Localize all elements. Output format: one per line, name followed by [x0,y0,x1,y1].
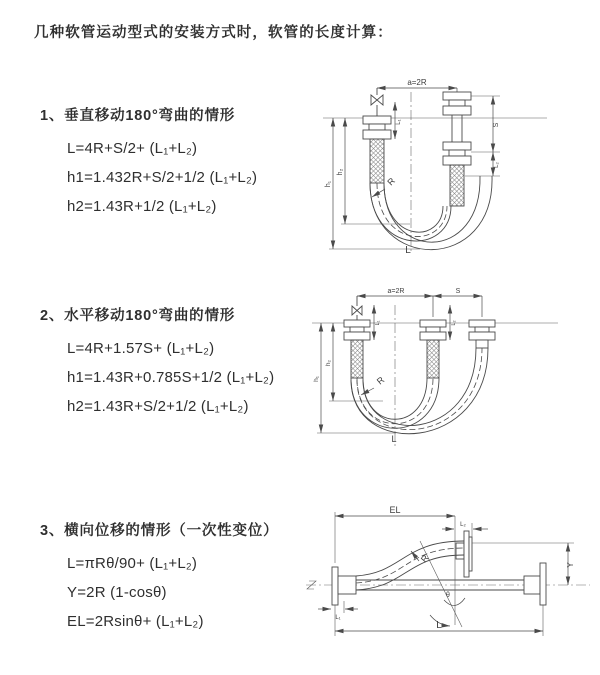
dim-l1-label: L₁ [375,320,381,326]
radius-label: R [385,175,398,188]
section-2 [40,304,330,415]
dim-l2-label: L₂ [451,320,457,326]
radius-label: R [418,552,431,565]
section-1-formula-l: L=4R+S/2+ (L₁+L₂) [67,140,198,157]
radius-label: R [374,374,387,387]
dim-y-label: Y [566,562,575,568]
dim-l1-label: L₁ [335,615,341,621]
length-label: L [405,245,411,256]
upper-flange [456,531,472,577]
diagram-horizontal-180-bend [308,283,598,455]
dim-h1-label: h₁ [325,180,332,188]
right-flange-fittings [443,92,471,206]
dim-l2-label: L₂ [460,522,466,528]
dim-y [472,543,575,585]
length-label: L [391,434,397,444]
hose-s-curve [356,541,464,590]
dim-s [433,288,482,317]
middle-hose-braid [427,340,439,378]
section-2-formula-l: L=4R+1.57S+ (L₁+L₂) [67,340,215,357]
dim-l [335,605,543,636]
dim-l-label: L [436,620,442,631]
dim-a2r-label: a=2R [387,288,405,295]
section-1 [40,104,330,215]
section-1-formula-h2: h2=1.43R+1/2 (L₁+L₂) [67,198,217,215]
diagram-lateral-displacement [298,503,598,653]
section-3-heading: 3、横向位移的情形（一次性变位） [40,523,279,539]
dim-l1-label: L₁ [396,119,402,125]
dim-s-label: S [493,122,500,128]
section-1-heading: 1、垂直移动180°弯曲的情形 [40,108,236,124]
hose-u-curves [351,348,488,434]
hose-u-curves [370,176,492,250]
section-1-formula-h1: h1=1.432R+S/2+1/2 (L₁+L₂) [67,169,258,186]
right-flange [524,563,546,605]
dim-l2-label: L₂ [494,162,500,168]
right-hose-braid [450,165,464,206]
section-3-formula-el: EL=2Rsinθ+ (L₁+L₂) [67,613,204,630]
valve-icon [352,296,362,321]
dim-h2-label: h₂ [337,168,344,176]
middle-flange-fitting [420,320,446,378]
dim-l1 [374,305,381,340]
right-flange-fitting [469,320,495,348]
left-flange-fitting [363,116,391,183]
left-flange [332,567,356,605]
section-2-formula-h2: h2=1.43R+S/2+1/2 (L₁+L₂) [67,398,249,415]
dim-a2r-label: a=2R [407,78,427,87]
dim-s-label: S [455,288,461,295]
left-hose-braid [351,340,363,378]
section-3-formula-y: Y=2R (1-cosθ) [67,584,167,601]
dim-el-label: EL [389,505,401,515]
page-title: 几种软管运动型式的安装方式时，软管的长度计算： [34,25,393,41]
section-3-formula-l: L=πRθ/90+ (L₁+L₂) [67,555,198,572]
dim-l1 [395,102,402,139]
dim-el [335,505,455,563]
theta-label: θ [446,592,450,599]
diagram-vertical-180-bend [315,72,600,258]
left-hose-braid [370,139,384,183]
section-2-formula-h1: h1=1.43R+0.785S+1/2 (L₁+L₂) [67,369,275,386]
section-3 [40,519,330,630]
section-2-heading: 2、水平移动180°弯曲的情形 [40,308,236,324]
valve-icon [371,88,383,116]
dim-l2 [450,305,457,340]
dim-h2-label: h₂ [325,359,332,367]
dim-s [471,96,500,152]
left-flange-fitting [344,320,370,378]
dim-h1-label: h₁ [313,376,320,382]
